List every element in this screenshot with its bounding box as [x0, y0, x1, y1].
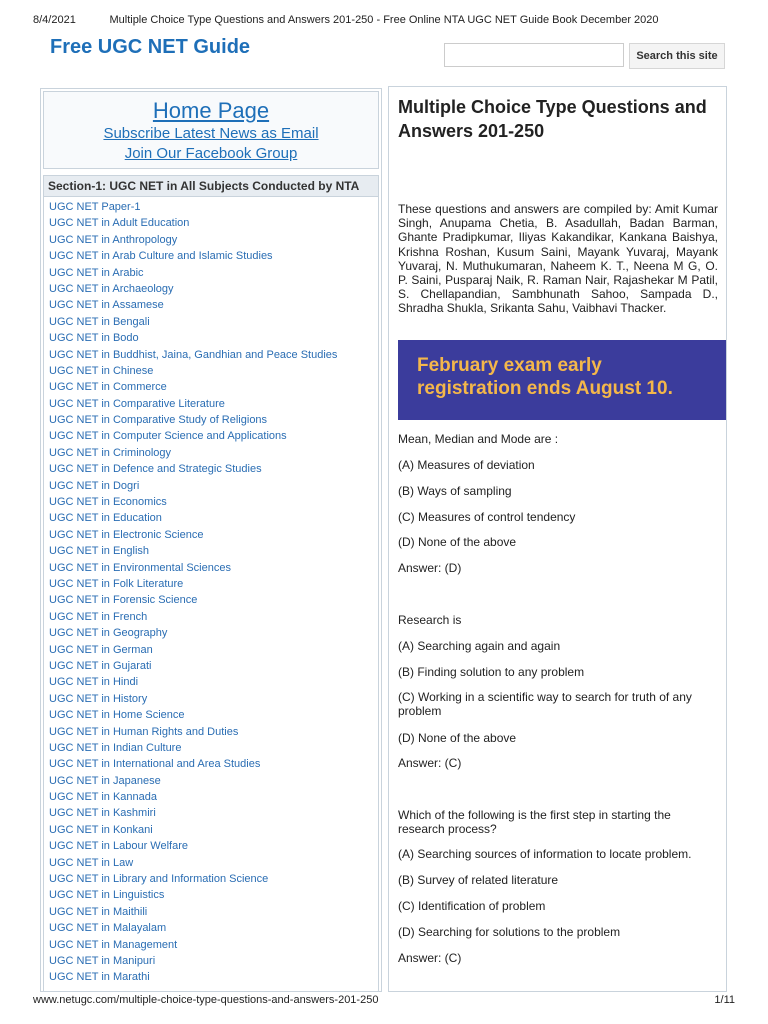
- site-title[interactable]: Free UGC NET Guide: [50, 36, 251, 58]
- subject-link[interactable]: UGC NET in Bodo: [49, 332, 139, 345]
- banner-line-1: February exam early: [417, 355, 602, 376]
- subject-link[interactable]: UGC NET in Economics: [49, 496, 167, 509]
- q1-option-b: (B) Ways of sampling: [398, 484, 512, 498]
- section-heading: Section-1: UGC NET in All Subjects Conducted by NTA: [44, 176, 378, 197]
- q1-answer: Answer: (D): [398, 561, 462, 575]
- subject-link[interactable]: UGC NET in Criminology: [49, 446, 172, 459]
- q2-option-a: (A) Searching again and again: [398, 639, 561, 653]
- subject-link[interactable]: UGC NET in French: [49, 610, 148, 623]
- q3-option-b: (B) Survey of related literature: [398, 873, 559, 887]
- subject-link[interactable]: UGC NET in Kannada: [49, 791, 158, 804]
- subject-link[interactable]: UGC NET in Anthropology: [49, 233, 178, 246]
- print-url: www.netugc.com/multiple-choice-type-questions-and-answers-201-250: [33, 994, 379, 1006]
- subject-link[interactable]: UGC NET in Forensic Science: [49, 594, 198, 607]
- subject-link[interactable]: UGC NET in Computer Science and Applications: [49, 430, 287, 443]
- q3-option-d: (D) Searching for solutions to the problem: [398, 925, 621, 939]
- subject-link[interactable]: UGC NET in Arab Culture and Islamic Studies: [49, 250, 273, 263]
- subject-link[interactable]: UGC NET in Electronic Science: [49, 528, 204, 541]
- home-page-link[interactable]: Home Page: [152, 98, 270, 123]
- subject-link[interactable]: UGC NET in Education: [49, 512, 162, 525]
- subject-link[interactable]: UGC NET in Geography: [49, 627, 168, 640]
- subjects-section: [43, 175, 379, 992]
- subject-link[interactable]: UGC NET in Arabic: [49, 266, 144, 279]
- question-3: Which of the following is the first step in starting the research process?: [398, 808, 671, 836]
- subject-link[interactable]: UGC NET in Management: [49, 938, 178, 951]
- question-2: Research is: [398, 613, 462, 627]
- print-header: [33, 14, 735, 28]
- subject-link[interactable]: UGC NET in Maithili: [49, 905, 148, 918]
- q1-option-d: (D) None of the above: [398, 535, 517, 549]
- subject-link[interactable]: UGC NET in Malayalam: [49, 922, 167, 935]
- subject-link[interactable]: UGC NET in Defence and Strategic Studies: [49, 463, 262, 476]
- q2-option-d: (D) None of the above: [398, 731, 517, 745]
- subject-link[interactable]: UGC NET in Buddhist, Jaina, Gandhian and Peace Studies: [49, 348, 338, 361]
- subject-link[interactable]: UGC NET in Manipuri: [49, 954, 156, 967]
- subject-link[interactable]: UGC NET in Bengali: [49, 315, 150, 328]
- search-input[interactable]: [444, 43, 624, 67]
- subject-link[interactable]: UGC NET in Indian Culture: [49, 741, 182, 754]
- q3-option-a: (A) Searching sources of information to locate problem.: [398, 847, 692, 861]
- subject-link[interactable]: UGC NET in Commerce: [49, 381, 167, 394]
- subject-link[interactable]: UGC NET in Library and Information Science: [49, 873, 269, 886]
- subject-link[interactable]: UGC NET in Comparative Literature: [49, 397, 225, 410]
- print-footer: [33, 994, 735, 1008]
- print-document-title: Multiple Choice Type Questions and Answers 201-250 - Free Online NTA UGC NET Guide Book December 2020: [109, 14, 659, 26]
- subject-link[interactable]: UGC NET in Chinese: [49, 364, 154, 377]
- subject-link[interactable]: UGC NET Paper-1: [49, 201, 141, 213]
- compilers-paragraph: These questions and answers are compiled by: Amit Kumar Singh, Anupama Chetia, B. Asadullah, Badan Barman, Ghante Pradipkumar, Iliyas Kakandikar, Kankana Baishya, Krishna Roshan, Kusum Saini, Mayank Yuvaraj, Mayank Yuvaraj, N. Muthukumaran, Naheem K. T., Neena M G, O. P. Saini, Pusparaj Naik, R. Raman Nair, Rajashekar M Patil, S. Chellapandian, Sambhunath Sahoo, Sampada D., Shradha Shukla, Srikanta Sahu, Vaibhavi Thacker.: [398, 202, 718, 316]
- subject-link[interactable]: UGC NET in History: [49, 692, 148, 705]
- subject-link[interactable]: UGC NET in Adult Education: [49, 217, 190, 230]
- subject-link[interactable]: UGC NET in Human Rights and Duties: [49, 725, 239, 738]
- q3-option-c: (C) Identification of problem: [398, 899, 546, 913]
- q1-option-c: (C) Measures of control tendency: [398, 510, 576, 524]
- q2-option-b: (B) Finding solution to any problem: [398, 665, 585, 679]
- question-1: Mean, Median and Mode are :: [398, 432, 559, 446]
- subject-link[interactable]: UGC NET in Marathi: [49, 971, 150, 984]
- print-page-number: 1/11: [714, 994, 735, 1006]
- subject-link[interactable]: UGC NET in Kashmiri: [49, 807, 156, 820]
- search-button[interactable]: Search this site: [629, 43, 725, 69]
- subject-link[interactable]: UGC NET in English: [49, 545, 150, 558]
- print-date: 8/4/2021: [33, 14, 76, 26]
- subject-link[interactable]: UGC NET in Archaeology: [49, 282, 174, 295]
- subject-link[interactable]: UGC NET in Comparative Study of Religions: [49, 414, 268, 427]
- subject-link[interactable]: UGC NET in Gujarati: [49, 659, 152, 672]
- q2-answer: Answer: (C): [398, 756, 462, 770]
- subscribe-email-link[interactable]: Subscribe Latest News as Email: [103, 125, 319, 142]
- facebook-group-link[interactable]: Join Our Facebook Group: [124, 145, 298, 162]
- subject-link[interactable]: UGC NET in Dogri: [49, 479, 140, 492]
- subject-link[interactable]: UGC NET in Environmental Sciences: [49, 561, 231, 574]
- subject-link[interactable]: UGC NET in Japanese: [49, 774, 161, 787]
- subject-link[interactable]: UGC NET in International and Area Studies: [49, 758, 261, 771]
- subject-link[interactable]: UGC NET in Assamese: [49, 299, 164, 312]
- subject-link[interactable]: UGC NET in Home Science: [49, 709, 185, 722]
- advertisement-banner[interactable]: [398, 340, 727, 420]
- subject-link[interactable]: UGC NET in German: [49, 643, 153, 656]
- q2-option-c: (C) Working in a scientific way to search for truth of any problem: [398, 690, 692, 718]
- q1-option-a: (A) Measures of deviation: [398, 458, 535, 472]
- subject-link[interactable]: UGC NET in Konkani: [49, 823, 153, 836]
- subject-link[interactable]: UGC NET in Folk Literature: [49, 577, 184, 590]
- q3-answer: Answer: (C): [398, 951, 462, 965]
- subject-link[interactable]: UGC NET in Law: [49, 856, 134, 869]
- subject-link[interactable]: UGC NET in Labour Welfare: [49, 840, 188, 853]
- sidebar: [40, 88, 382, 992]
- article-title: Multiple Choice Type Questions and Answers 201-250: [398, 97, 707, 141]
- article: [388, 86, 727, 992]
- subject-link[interactable]: UGC NET in Linguistics: [49, 889, 165, 902]
- banner-line-2: registration ends August 10.: [417, 378, 673, 399]
- subject-list: [44, 197, 378, 986]
- subject-link[interactable]: UGC NET in Hindi: [49, 676, 139, 689]
- sidebar-link-card: [43, 91, 379, 169]
